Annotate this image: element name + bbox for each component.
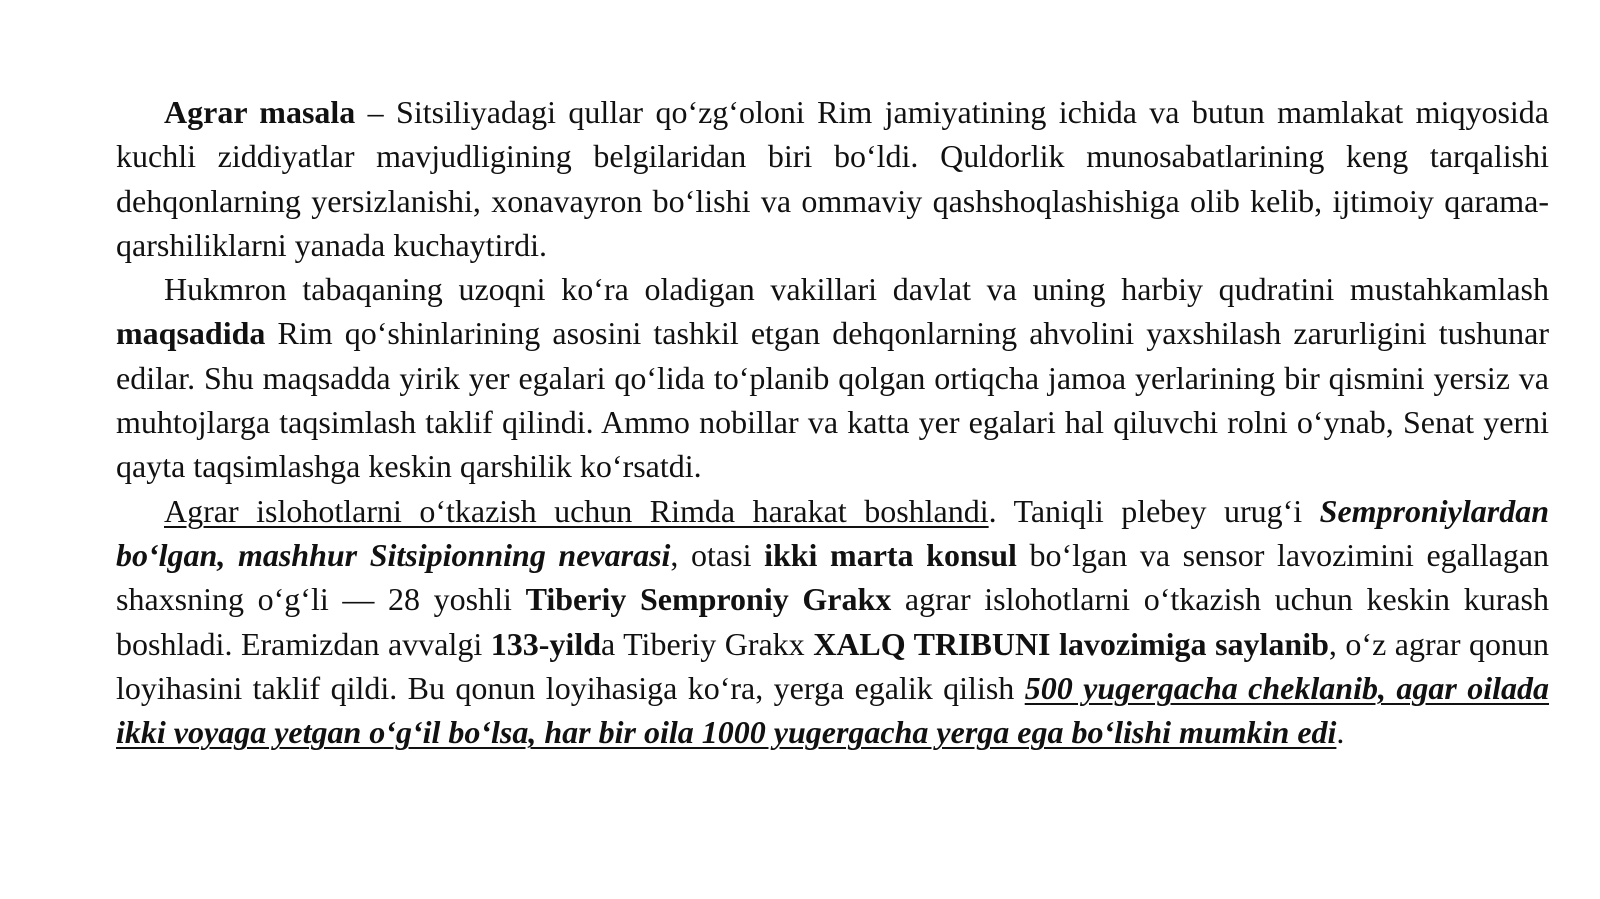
paragraph-text: a Tiberiy Grakx <box>601 625 814 662</box>
paragraph-text: . Taniqli plebey urug‘i <box>988 492 1320 529</box>
emphasis-tiberiy-grakx: Tiberiy Semproniy Grakx <box>525 581 892 618</box>
term-agrar-masala: Agrar masala <box>164 94 356 130</box>
paragraph-text: Rim qo‘shinlarining asosini tashkil etgan dehqonlarning ahvolini yaxshilash zarurligini tushunar edilar. Shu maqsadda yirik yer egalari qo‘lida to‘planib qolgan ortiqcha jamoa yerlarining bir qismini yersiz va muhtojlarga taqsimlash taklif qilindi. Ammo nobillar va katta yer egalari hal qiluvchi rolni o‘ynab, Senat yerni qayta taqsimlashga keskin qarshilik ko‘rsatdi. <box>116 315 1549 485</box>
underlined-phrase: Agrar islohotlarni o‘tkazish uchun Rimda harakat boshlandi <box>164 492 989 529</box>
emphasis-semproniylar: Semproniylardan bo‘lgan, mashhur Sitsipionning nevarasi <box>116 492 1550 573</box>
paragraph-text: , otasi <box>670 536 765 573</box>
paragraph-text: bo‘lgan va sensor lavozimini egallagan shaxsning o‘g‘li — 28 yoshli <box>116 536 1550 618</box>
emphasis-xalq-tribuni: XALQ TRIBUNI lavozimiga saylanib <box>813 625 1329 662</box>
text-body <box>116 90 1549 754</box>
paragraph-text: – Sitsiliyadagi qullar qo‘zg‘oloni Rim jamiyatining ichida va butun mamlakat miqyosida kuchli ziddiyatlar mavjudligining belgilaridan biri bo‘ldi. Quldorlik munosabatlarining keng tarqalishi dehqonlarning yersizlanishi, xonavayron bo‘lishi va ommaviy qashshoqlashishiga olib kelib, ijtimoiy qarama-qarshiliklarni yanada kuchaytirdi. <box>116 94 1550 263</box>
emphasis-land-limit: 500 yugergacha cheklanib, agar oilada ikki voyaga yetgan o‘g‘il bo‘lsa, har bir oila 1000 yugergacha yerga ega bo‘lishi mumkin edi <box>116 669 1550 751</box>
emphasis-year: 133-yild <box>490 625 601 662</box>
paragraph-text: , o‘z agrar qonun loyihasini taklif qildi. Bu qonun loyihasiga ko‘ra, yerga egalik qilish <box>116 625 1550 706</box>
paragraph-text: Hukmron tabaqaning uzoqni ko‘ra oladigan vakillari davlat va uning harbiy qudratini mustahkamlash <box>164 271 1549 308</box>
paragraph-hukmron-tabaqa <box>116 267 1549 488</box>
emphasis-maqsadida: maqsadida <box>116 315 266 352</box>
paragraph-agrar-masala <box>116 90 1549 267</box>
paragraph-tiberiy-grakx <box>116 489 1549 755</box>
emphasis-konsul: ikki marta konsul <box>764 536 1017 573</box>
paragraph-text: . <box>1336 714 1345 751</box>
paragraph-text: agrar islohotlarni o‘tkazish uchun keskin kurash boshladi. Eramizdan avvalgi <box>116 581 1550 662</box>
